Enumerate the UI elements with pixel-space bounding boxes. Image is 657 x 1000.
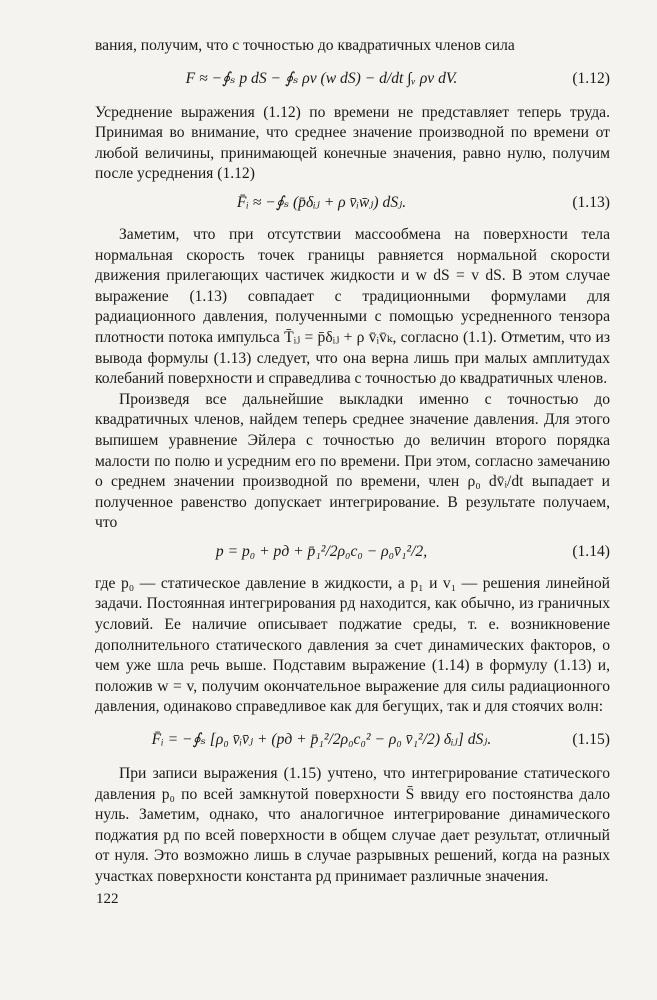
page-body <box>95 36 610 888</box>
equation-number: (1.12) <box>572 69 610 87</box>
equation-1-15 <box>95 718 610 764</box>
equation-number: (1.13) <box>572 193 610 211</box>
equation-formula: p = p₀ + pд + p̄₁²/2ρ₀c₀ − ρ₀v̄₁²/2, <box>215 542 428 560</box>
paragraph-5: При записи выражения (1.15) учтено, что интегрирование статического давления p₀ по всей замкнутой поверхности S̄ ввиду его постоянства дало нуль. Заметим, однако, что аналогичное интегрирование динамического поджатия pд по всей поверхности в общем случае дает результат, отличный от нуля. Это возможно лишь в случае разрывных решений, когда на разных участках поверхности константа pд принимает различные значения. <box>95 765 610 885</box>
equation-formula: F ≈ −∮ₛ p dS − ∮ₛ ρv (w dS) − d/dt ∫ᵥ ρv dV. <box>185 69 458 87</box>
equation-number: (1.14) <box>572 542 610 560</box>
equation-1-12 <box>95 57 610 103</box>
paragraph-3: Произведя все дальнейшие выкладки именно с точностью до квадратичных членов, найдем теперь среднее значение давления. Для этого выпишем уравнение Эйлера с точностью до величин второго порядка малости по полю и усредним его по времени. При этом, согласно замечанию о среднем значении производной по времени, член ρ₀ dv̄ᵢ/dt выпадает и полученное равенство допускает интегрирование. В результате получаем, что <box>95 390 610 532</box>
paragraph-0: вания, получим, что с точностью до квадратичных членов сила <box>95 37 515 54</box>
paragraph-2: Заметим, что при отсутствии массообмена на поверхности тела нормальная скорость точек границы равняется нормальной скорости движения прилегающих частичек жидкости и w dS = v dS. В этом случае выражение (1.13) совпадает с традиционными формулами для радиационного давления, полученными с помощью усредненного тензора плотности потока импульса T̄ᵢⱼ = p̄δᵢⱼ + ρ v̄ᵢv̄ₖ, согласно (1.1). Отметим, что из вывода формулы (1.13) следует, что она верна лишь при малых амплитудах колебаний поверхности и справедлива с точностью до квадратичных членов. <box>95 225 610 388</box>
paragraph-4: где p₀ — статическое давление в жидкости, а p₁ и v₁ — решения линейной задачи. Постоянная интегрирования pд находится, как обычно, из граничных условий. Ее наличие описывает поджатие среды, т. е. возникновение дополнительного статического давления за счет динамических факторов, о чем уже шла речь выше. Подставим выражение (1.14) в формулу (1.13) и, положив w = v, получим окончательное выражение для силы радиационного давления, одинаково справедливое как для бегущих, так и для стоячих волн: <box>95 574 610 716</box>
equation-1-13 <box>95 185 610 225</box>
equation-number: (1.15) <box>572 731 610 749</box>
equation-formula: F̄ᵢ = −∮ₛ [ρ₀ v̄ᵢv̄ⱼ + (pд + p̄₁²/2ρ₀c₀² − ρ₀ v̄₁²/2) δᵢⱼ] dSⱼ. <box>151 731 492 749</box>
paragraph-1: Усреднение выражения (1.12) по времени не представляет теперь труда. Принимая во внимание, что среднее значение производной по времени от любой величины, принимающей конечные значения, равно нулю, получим после усреднения (1.12) <box>95 103 610 183</box>
page-number: 122 <box>96 891 119 907</box>
equation-1-14 <box>95 534 610 574</box>
equation-formula: F̄ᵢ ≈ −∮ₛ (p̄δᵢⱼ + ρ v̄ᵢw̄ⱼ) dSⱼ. <box>236 193 407 211</box>
